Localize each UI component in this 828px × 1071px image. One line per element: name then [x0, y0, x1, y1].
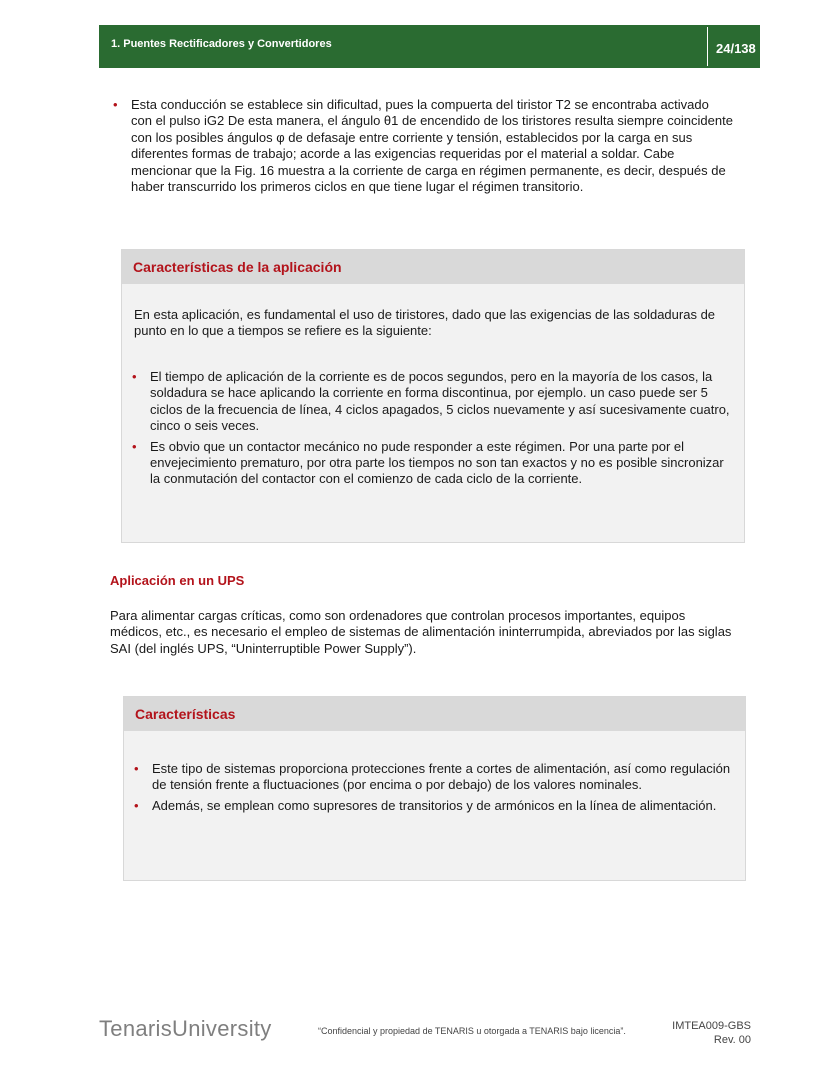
section-heading: Aplicación en un UPS: [110, 573, 245, 588]
intro-list: [111, 97, 733, 195]
header-divider: [707, 27, 708, 66]
box-bullet-list: [130, 369, 735, 488]
bullet-text: Este tipo de sistemas proporciona protecciones frente a cortes de alimentación, así como regulación de tensión frente a fluctuaciones (por encima o por debajo) de los valores nominales.: [152, 761, 731, 793]
box-title: Características: [124, 697, 745, 731]
application-features-box: [121, 249, 745, 543]
confidentiality-note: “Confidencial y propiedad de TENARIS u otorgada a TENARIS bajo licencia”.: [318, 1026, 626, 1036]
bullet-dot-icon: •: [134, 761, 139, 776]
box-bullet-list: [132, 761, 737, 814]
document-code: [672, 1019, 751, 1047]
box-paragraph: En esta aplicación, es fundamental el uso de tiristores, dado que las exigencias de las soldaduras de punto en lo que a tiempos se refiere es la siguiente:: [134, 307, 716, 339]
box-title: Características de la aplicación: [122, 250, 744, 284]
revision: Rev. 00: [713, 1034, 751, 1046]
list-item: [130, 439, 735, 488]
section-title: 1. Puentes Rectificadores y Convertidores: [111, 38, 332, 50]
footer-brand-logo: TenarisUniversity: [99, 1016, 272, 1041]
ups-features-box: [123, 696, 746, 881]
ups-paragraph: Para alimentar cargas críticas, como son ordenadores que controlan procesos importantes, equipos médicos, etc., es necesario el empleo de sistemas de alimentación ininterrumpida, abreviados por las siglas SAI (del inglés UPS, “Uninterruptible Power Supply”).: [110, 608, 732, 656]
bullet-dot-icon: •: [134, 797, 139, 813]
bullet-dot-icon: •: [113, 97, 118, 112]
document-id: IMTEA009-GBS: [672, 1020, 751, 1032]
list-item: [132, 761, 737, 794]
bullet-dot-icon: •: [132, 369, 137, 384]
list-item: [130, 369, 735, 435]
bullet-text: Es obvio que un contactor mecánico no pude responder a este régimen. Por una parte por el envejecimiento prematuro, por otra parte los tiempos no son tan exactos y no es posible sincronizar la conmutación del contactor con el comienzo de cada ciclo de la corriente.: [150, 438, 724, 487]
list-item: [111, 97, 733, 195]
bullet-text: Además, se emplean como supresores de transitorios y de armónicos en la línea de alimentación.: [152, 797, 717, 813]
intro-bullet-text: Esta conducción se establece sin dificultad, pues la compuerta del tiristor T2 se encontraba activado con el pulso iG2 De esta manera, el ángulo θ1 de encendido de los tiristores resulta siempre coincidente con los posibles ángulos φ de defasaje entre corriente y tensión, establecidos por la carga en sus diferentes formas de trabajo; acorde a las exigencias requeridas por el material a soldar. Cabe mencionar que la Fig. 16 muestra a la corriente de carga en régimen permanente, es decir, después de haber transcurrido los primeros ciclos en que tiene lugar el régimen transitorio.: [131, 97, 733, 195]
bullet-text: El tiempo de aplicación de la corriente es de pocos segundos, pero en la mayoría de los casos, la soldadura se hace aplicando la corriente en forma discontinua, por ejemplo. un caso puede ser 5 ciclos de la frecuencia de línea, 4 ciclos apagados, 5 ciclos nuevamente y así sucesivamente cuatro, cinco o seis veces.: [150, 369, 730, 434]
bullet-dot-icon: •: [132, 438, 137, 454]
page-number: 24/138: [716, 41, 756, 56]
list-item: [132, 798, 737, 814]
